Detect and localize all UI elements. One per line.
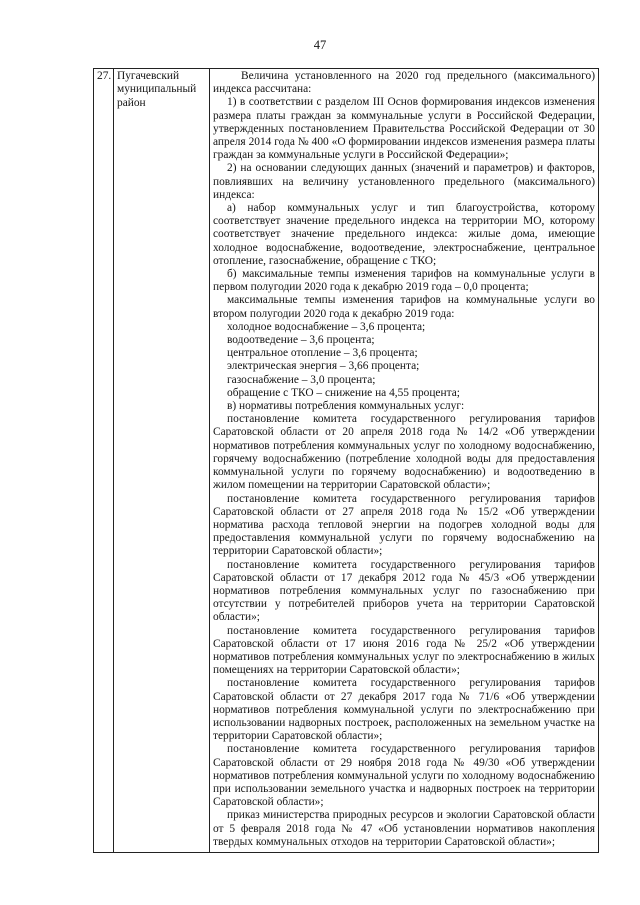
district-name: Пугачевский муниципальный район <box>114 69 210 853</box>
row-number: 27. <box>94 69 114 853</box>
paragraph: обращение с ТКО – снижение на 4,55 процента; <box>227 386 460 399</box>
paragraph: 1) в соответствии с разделом III Основ формирования индексов изменения размера платы граждан за коммунальные услуги в Российской Федерации, утвержденных постановлением Правительства Российской Федерации от 30 апреля 2014 года № 400 «О формировании индексов изменения размера платы граждан за коммунальные услуги в Российской Федерации»; <box>213 96 595 162</box>
paragraph: холодное водоснабжение – 3,6 процента; <box>227 320 426 333</box>
paragraph: приказ министерства природных ресурсов и экологии Саратовской области от 5 февраля 2018 года № 47 «Об установлении нормативов накопления твердых коммунальных отходов на территории Саратовской области»; <box>213 809 595 848</box>
paragraph: центральное отопление – 3,6 процента; <box>227 347 418 360</box>
paragraph: постановление комитета государственного регулирования тарифов Саратовской области от 20 апреля 2018 года № 14/2 «Об утверждении нормативов потребления коммунальных услуг по холодному водоснабжению, горячему водоснабжению (потребление холодной воды для предоставления коммунальной услуги по горячему водоснабжению) и водоотведению в жилом помещении на территории Саратовской области»; <box>213 413 595 492</box>
paragraph: постановление комитета государственного регулирования тарифов Саратовской области от 29 ноября 2018 года № 49/30 «Об утверждении нормативов потребления коммунальной услуги по холодному водоснабжению при использовании земельного участка и надворных построек на территории Саратовской области»; <box>213 743 595 809</box>
paragraph: постановление комитета государственного регулирования тарифов Саратовской области от 27 апреля 2018 года № 15/2 «Об утверждении норматива расхода тепловой энергии на подогрев холодной воды для предоставления коммунальной услуги по горячему водоснабжению на территории Саратовской области»; <box>213 492 595 558</box>
row-content <box>210 69 599 853</box>
paragraph: в) нормативы потребления коммунальных услуг: <box>227 400 465 413</box>
paragraph: 2) на основании следующих данных (значений и параметров) и факторов, повлиявших на величину установленного предельного (максимального) индекса: <box>213 162 595 201</box>
table-row <box>94 69 599 853</box>
document-table <box>93 68 599 853</box>
paragraph: газоснабжение – 3,0 процента; <box>227 373 376 386</box>
paragraph: а) набор коммунальных услуг и тип благоустройства, которому соответствует значение предельного индекса на территории МО, которому соответствует значение предельного индекса: жилые дома, имеющие холодное водоснабжение, водоотведение, электроснабжение, центральное отопление, газоснабжение, обращение с ТКО; <box>213 202 595 267</box>
paragraph: б) максимальные темпы изменения тарифов на коммунальные услуги в первом полугодии 2020 года к декабрю 2019 года – 0,0 процента; <box>213 268 595 294</box>
paragraph: постановление комитета государственного регулирования тарифов Саратовской области от 17 декабря 2012 года № 45/3 «Об утверждении нормативов потребления коммунальных услуг по газоснабжению при отсутствии у потребителей приборов учета на территории Саратовской области»; <box>213 558 595 624</box>
paragraph: Величина установленного на 2020 год предельного (максимального) индекса рассчитана: <box>213 70 595 96</box>
paragraph: максимальные темпы изменения тарифов на коммунальные услуги во втором полугодии 2020 года к декабрю 2019 года: <box>213 294 595 320</box>
paragraph: электрическая энергия – 3,66 процента; <box>227 360 420 373</box>
paragraph: постановление комитета государственного регулирования тарифов Саратовской области от 17 июня 2016 года № 25/2 «Об утверждении нормативов потребления коммунальных услуг по электроснабжению в жилых помещениях на территории Саратовской области»; <box>213 624 595 677</box>
paragraph: водоотведение – 3,6 процента; <box>227 334 375 347</box>
page-number: 47 <box>313 38 327 52</box>
paragraph: постановление комитета государственного регулирования тарифов Саратовской области от 27 декабря 2017 года № 71/6 «Об утверждении нормативов потребления коммунальной услуги по электроснабжению при использовании надворных построек, расположенных на земельном участке на территории Саратовской области»; <box>213 677 595 743</box>
